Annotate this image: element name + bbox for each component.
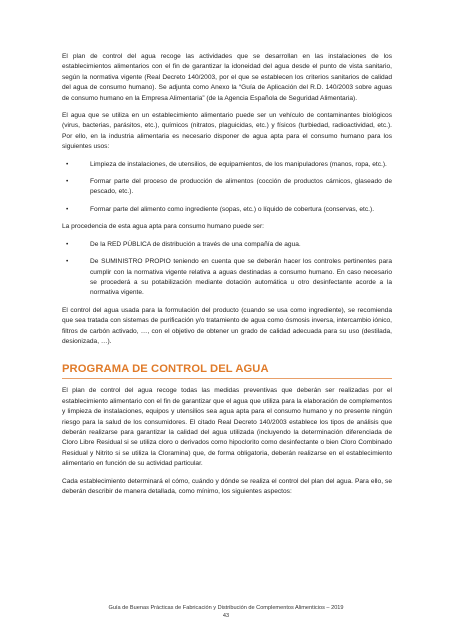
list-item: • De SUMINISTRO PROPIO teniendo en cuenta que se deberán hacer los controles pertinentes para cumplir con la normativa vigente relativa a aguas destinadas a consumo humano. En caso necesario se procederá a su potabilización mediante dotación automática u otro desinfectante acorde a la normativa vigente.	[66, 258, 392, 297]
list-item: • Formar parte del proceso de producción de alimentos (cocción de productos cárnicos, glaseado de pescado, etc.).	[66, 178, 392, 196]
section-heading: PROGRAMA DE CONTROL DEL AGUA	[62, 363, 269, 376]
paragraph-control-program: El plan de control del agua recoge todas las medidas preventivas que deberán ser realizadas por el establecimiento alimentario con el fin de garantizar que el agua que utiliza para la elaboración de complementos y limpieza de instalaciones, equipos y utensilios sea agua apta para el consumo humano y no presente ningún riesgo para la salud de los consumidores. El citado Real Decreto 140/2003 establece los tipos de análisis que deberán realizarse para garantizar la calidad del agua utilizada (incluyendo la determinación diferenciada de Cloro Libre Residual si se utiliza cloro o derivados como hipoclorito como desinfectante o bien Cloro Combinado Residual y Nitrito si se utiliza la Cloramina) que, de forma obligatoria, deberán realizarse en el establecimiento alimentario en función de su actividad particular.	[62, 387, 392, 468]
paragraph-intro: El plan de control del agua recoge las actividades que se desarrollan en las instalaciones de los establecimientos alimentarios con el fin de garantizar la idoneidad del agua desde el punto de vista sanitario, según la normativa vigente (Real Decreto 140/2003, por el que se establecen los criterios sanitarios de calidad del agua de consumo humano). Se adjunta como Anexo la “Guía de Aplicación del R.D. 140/2003 sobre aguas de consumo humano en la Empresa Alimentaria” (de la Agencia Española de Seguridad Alimentaria).	[62, 53, 392, 102]
list-item: • Formar parte del alimento como ingrediente (sopas, etc.) o líquido de cobertura (conservas, etc.).	[62, 205, 392, 215]
bullet-icon: •	[66, 258, 69, 266]
paragraph-water-source: La procedencia de esta agua apta para consumo humano puede ser:	[62, 223, 264, 231]
bullet-icon: •	[66, 205, 69, 213]
page-number: 43	[222, 613, 230, 619]
heading-divider	[62, 378, 392, 379]
paragraph-water-treatment: El control del agua usada para la formulación del producto (cuando se usa como ingrediente), se recomienda que sea tratada con sistemas de purificación y/o tratamiento de agua como ósmosis inversa, intercambio iónico, filtros de carbón activado, …, con el objetivo de obtener un grado de calidad adecuada para su uso (destilada, desionizada, …).	[62, 306, 392, 345]
list-water-uses	[62, 160, 392, 216]
list-item: • Limpieza de instalaciones, de utensilios, de equipamientos, de los manipuladores (manos, ropa, etc.).	[62, 160, 392, 170]
bullet-icon: •	[66, 178, 69, 186]
page-footer	[0, 604, 452, 620]
list-item: • De la RED PÚBLICA de distribución a través de una compañía de agua.	[62, 240, 392, 250]
bullet-icon: •	[66, 160, 69, 168]
footer-title: Guía de Buenas Prácticas de Fabricación y Distribución de Complementos Alimenticios – 2019	[108, 605, 344, 611]
page-content	[62, 52, 392, 504]
list-water-sources	[62, 240, 392, 299]
paragraph-water-uses: El agua que se utiliza en un establecimiento alimentario puede ser un vehículo de contaminantes biológicos (virus, bacterias, parásitos, etc.), químicos (nitratos, plaguicidas, etc.) y físicos (turbiedad, radioactividad, etc.). Por ello, en la industria alimentaria es necesario disponer de agua apta para el consumo humano para los siguientes usos:	[62, 112, 392, 151]
bullet-icon: •	[66, 240, 69, 248]
paragraph-control-aspects: Cada establecimiento determinará el cómo, cuándo y dónde se realiza el control del plan del agua. Para ello, se deberán describir de manera detallada, como mínimo, los siguientes aspectos:	[62, 477, 392, 495]
